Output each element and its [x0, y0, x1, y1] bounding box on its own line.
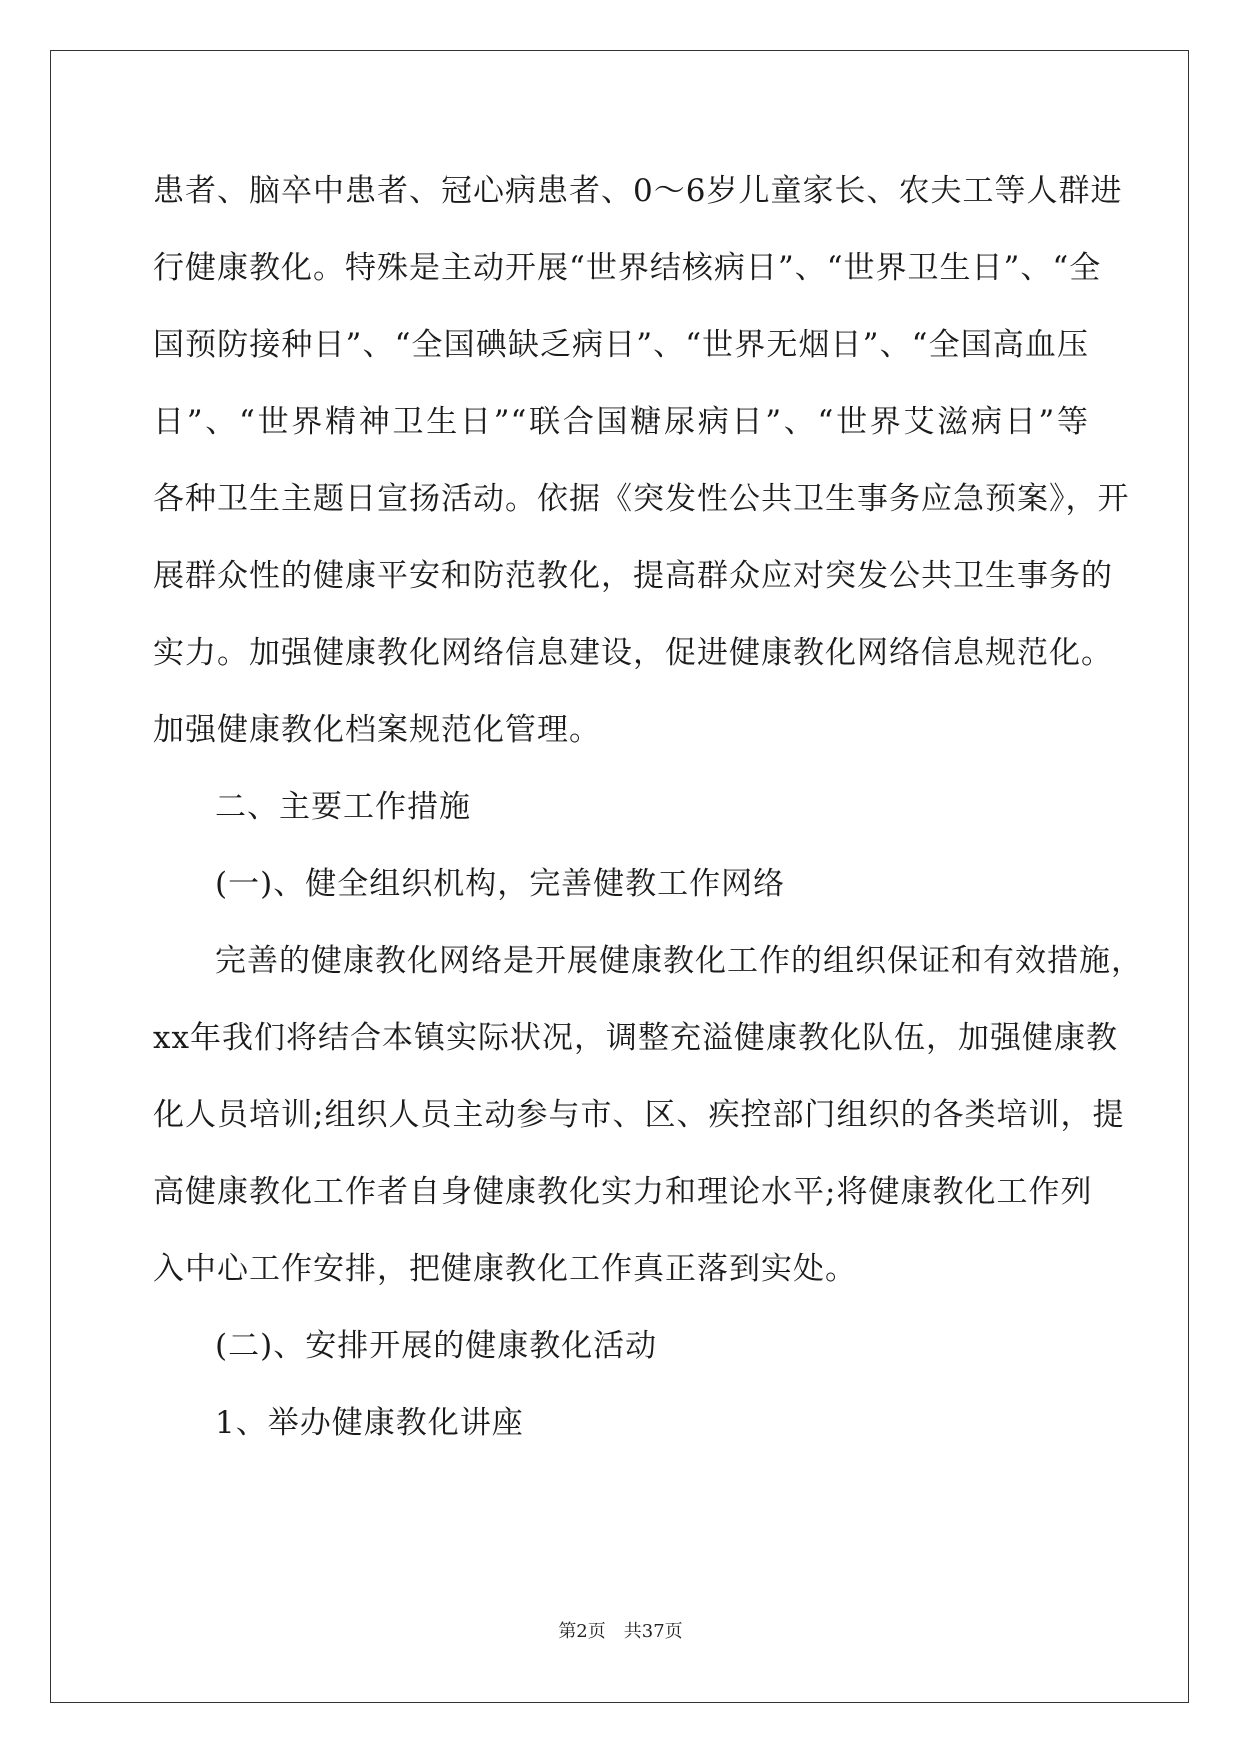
page-number: 第2页 共37页 [558, 1621, 683, 1642]
document-body [153, 153, 1143, 1462]
text-line: 入中心工作安排，把健康教化工作真正落到实处。 [153, 1251, 857, 1287]
text-line: 化人员培训;组织人员主动参与市、区、疾控部门组织的各类培训，提 [153, 1097, 1125, 1133]
subsection-heading: (一)、健全组织机构，完善健教工作网络 [215, 866, 786, 902]
text-line: 行健康教化。特殊是主动开展“世界结核病日”、“世界卫生日”、“全 [153, 250, 1102, 286]
text-line: 加强健康教化档案规范化管理。 [153, 712, 601, 748]
text-line: 国预防接种日”、“全国碘缺乏病日”、“世界无烟日”、“全国高血压 [153, 327, 1089, 363]
text-line: 高健康教化工作者自身健康教化实力和理论水平;将健康教化工作列 [153, 1174, 1093, 1210]
item-heading: 1、举办健康教化讲座 [215, 1405, 524, 1441]
subsection-heading: (二)、安排开展的健康教化活动 [215, 1328, 658, 1364]
text-line: 各种卫生主题日宣扬活动。依据《突发性公共卫生事务应急预案》，开 [153, 481, 1130, 517]
text-line: 患者、脑卒中患者、冠心病患者、0～6岁儿童家长、农夫工等人群进 [153, 173, 1123, 209]
text-line: 日”、“世界精神卫生日”“联合国糖尿病日”、“世界艾滋病日”等 [153, 404, 1089, 440]
section-heading: 二、主要工作措施 [215, 789, 471, 825]
text-line: 展群众性的健康平安和防范教化，提高群众应对突发公共卫生事务的 [153, 558, 1113, 594]
text-line: 完善的健康教化网络是开展健康教化工作的组织保证和有效措施， [215, 943, 1143, 979]
text-line: xx年我们将结合本镇实际状况，调整充溢健康教化队伍，加强健康教 [153, 1020, 1118, 1056]
text-line: 实力。加强健康教化网络信息建设，促进健康教化网络信息规范化。 [153, 635, 1113, 671]
